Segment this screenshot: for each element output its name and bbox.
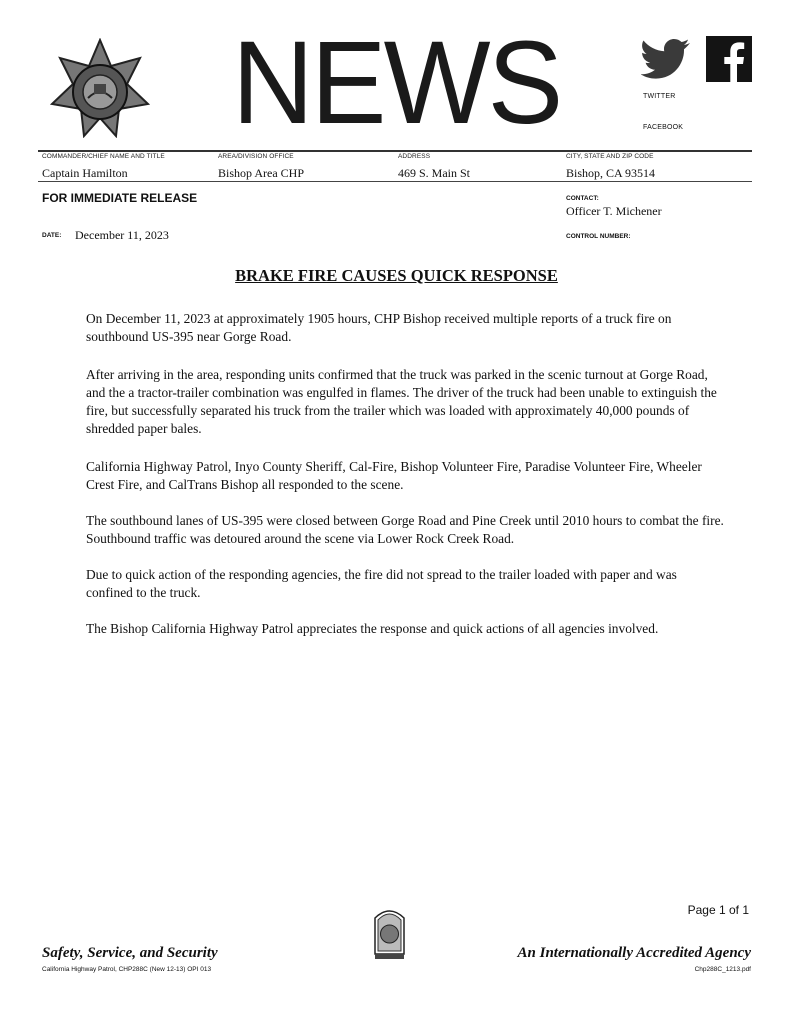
calea-accreditation-seal-icon [371,904,408,962]
facebook-label[interactable]: FACEBOOK [643,124,684,131]
headline: BRAKE FIRE CAUSES QUICK RESPONSE [235,266,558,285]
paragraph: After arriving in the area, responding units confirmed that the truck was parked in the scenic turnout at Gorge Road, and the a tractor-trailer combination was engulfed in flames. The driver of the truck had been unable to extinguish the fire, but successfully separated his truck from the trailer which was loaded with approximately 40,000 pounds of shredded paper bales. [86,367,717,436]
date-value: December 11, 2023 [75,228,169,242]
page-number: Page 1 of 1 [687,903,749,917]
chp-star-badge-icon [50,38,150,138]
file-name: Chp288C_1213.pdf [694,966,751,973]
commander-value: Captain Hamilton [42,166,128,180]
area-value: Bishop Area CHP [218,166,305,180]
paragraph: California Highway Patrol, Inyo County Sheriff, Cal-Fire, Bishop Volunteer Fire, Paradise Volunteer Fire, Wheeler Crest Fire, and CalTrans Bishop all responded to the scene. [86,459,702,492]
area-label: AREA/DIVISION OFFICE [218,153,294,160]
form-id: California Highway Patrol, CHP288C (New 12-13) OPI 013 [42,966,212,973]
city-label: CITY, STATE AND ZIP CODE [566,153,654,160]
contact-value: Officer T. Michener [566,204,662,218]
address-label: ADDRESS [398,153,431,160]
header-divider [38,150,752,152]
news-title: NEWS [232,17,561,149]
control-number-label: CONTROL NUMBER: [566,233,631,240]
paragraph: Due to quick action of the responding agencies, the fire did not spread to the trailer loaded with paper and was confined to the truck. [86,567,677,600]
motto: Safety, Service, and Security [42,945,218,961]
release-status: FOR IMMEDIATE RELEASE [42,191,198,205]
date-label: DATE: [42,232,62,239]
paragraph: The southbound lanes of US-395 were closed between Gorge Road and Pine Creek until 2010 hours to combat the fire. Southbound traffic was detoured around the scene via Lower Rock Creek Road. [86,513,724,546]
address-value: 469 S. Main St [398,166,471,180]
commander-label: COMMANDER/CHIEF NAME AND TITLE [42,153,165,160]
twitter-bird-icon[interactable] [641,38,691,80]
contact-label: CONTACT: [566,195,599,202]
paragraph: The Bishop California Highway Patrol appreciates the response and quick actions of all agencies involved. [86,621,659,636]
city-value: Bishop, CA 93514 [566,166,656,180]
twitter-label[interactable]: TWITTER [643,93,676,100]
info-row-divider [38,181,752,182]
facebook-f-icon[interactable] [706,36,752,82]
accreditation-text: An Internationally Accredited Agency [517,945,751,961]
paragraph: On December 11, 2023 at approximately 1905 hours, CHP Bishop received multiple reports of a truck fire on southbound US-395 near Gorge Road. [86,311,672,344]
